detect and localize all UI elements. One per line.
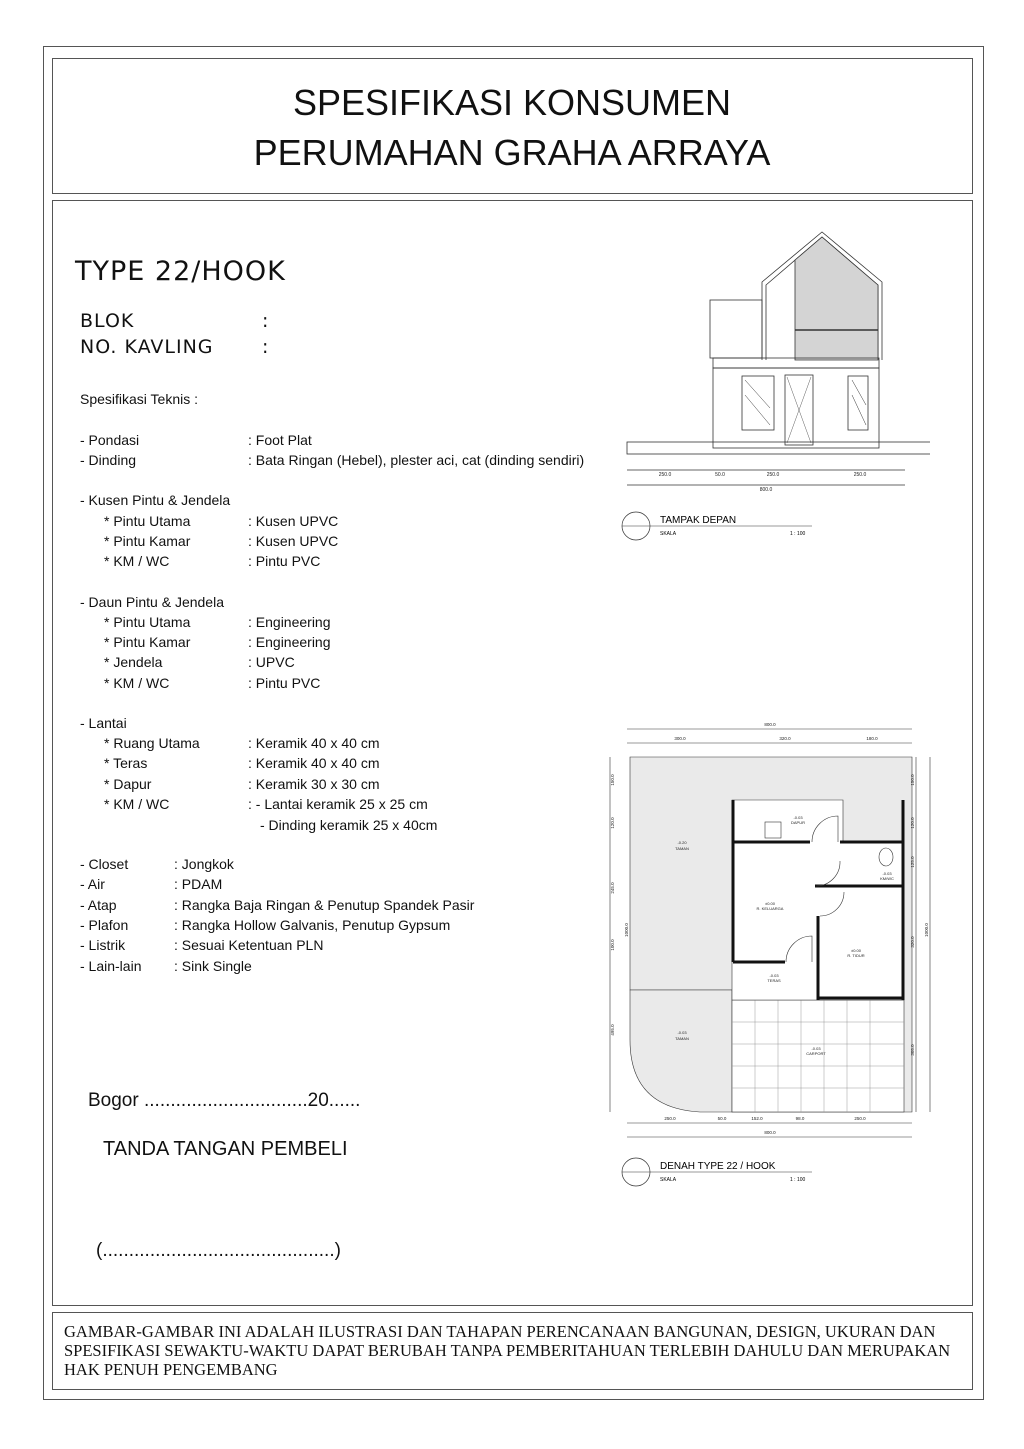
spec-value: : Rangka Hollow Galvanis, Penutup Gypsum xyxy=(174,917,451,933)
spec-value: - Dinding keramik 25 x 40cm xyxy=(260,817,438,833)
window-left xyxy=(742,376,774,430)
spec-value: : Kusen UPVC xyxy=(248,533,339,549)
spec-label: * Dapur xyxy=(104,776,152,792)
elev-dim: 250.0 xyxy=(766,472,780,478)
spec-value: : Rangka Baja Ringan & Penutup Spandek Pasir xyxy=(174,897,475,913)
room-level: -0.03 xyxy=(811,1046,821,1051)
elev-dim: 250.0 xyxy=(658,472,672,478)
spec-label: * Ruang Utama xyxy=(104,735,200,751)
plan-dim: 250.0 xyxy=(664,1116,676,1121)
spec-value: : Bata Ringan (Hebel), plester aci, cat (dinding sendiri) xyxy=(248,452,585,468)
spec-label: - Dinding xyxy=(80,452,137,468)
plan-dim: 800.0 xyxy=(764,1130,776,1135)
house-type-title: TYPE 22/HOOK xyxy=(75,256,286,287)
spec-label: - Pondasi xyxy=(80,432,140,448)
plan-scale-label: SKALA xyxy=(660,1177,677,1183)
plan-dim: 495.0 xyxy=(610,1024,615,1036)
blok-label: BLOK xyxy=(80,310,135,332)
room-level: -0.03 xyxy=(769,973,779,978)
spec-value: : Pintu PVC xyxy=(248,675,321,691)
spec-label: - Lain-lain xyxy=(80,958,142,974)
spec-value: : Keramik 40 x 40 cm xyxy=(248,755,380,771)
plan-dim: 98.0 xyxy=(795,1116,805,1121)
gable-cladding xyxy=(795,237,878,360)
room-name: R. KELUARGA xyxy=(756,906,784,911)
room-name: TAMAN xyxy=(675,1036,689,1041)
spec-label: - Lantai xyxy=(80,715,127,731)
plan-dim: 320.0 xyxy=(779,736,791,741)
spec-label: * KM / WC xyxy=(104,796,170,812)
room-name: DAPUR xyxy=(790,820,806,825)
plan-dim: 120.0 xyxy=(610,817,615,829)
spec-label: - Plafon xyxy=(80,917,129,933)
spec-value: : Engineering xyxy=(248,634,331,650)
plan-dim: 50.0 xyxy=(717,1116,727,1121)
spec-label: * Pintu Utama xyxy=(104,614,191,630)
document-title-line1: SPESIFIKASI KONSUMEN xyxy=(292,82,732,123)
elevation-scale-label: SKALA xyxy=(660,531,677,537)
plan-dim: 250.0 xyxy=(854,1116,866,1121)
disclaimer-footer: GAMBAR-GAMBAR INI ADALAH ILUSTRASI DAN TAHAPAN PERENCANAAN BANGUNAN, DESIGN, UKURAN DAN SPESIFIKASI SEWAKTU-WAKTU DAPAT BERUBAH TANPA PEMBERITAHUAN TERLEBIH DAHULU DAN MERUPAKAN HAK PENUH PENGEMBANG xyxy=(64,1322,951,1379)
room-level: ±0.00 xyxy=(851,948,861,953)
spec-value: : - Lantai keramik 25 x 25 cm xyxy=(248,796,428,812)
room-name: TERAS xyxy=(767,978,781,983)
plan-dim: 150.0 xyxy=(610,774,615,786)
spec-label: - Air xyxy=(80,876,105,892)
spec-value: : Kusen UPVC xyxy=(248,513,339,529)
plan-dim: 305.0 xyxy=(910,1044,915,1056)
plan-dim: 1000.0 xyxy=(624,923,629,937)
room-name: CARPORT xyxy=(806,1051,826,1056)
spec-label: * Pintu Kamar xyxy=(104,634,191,650)
place-date: Bogor ...............................20...... xyxy=(88,1090,361,1111)
spec-value: : Keramik 40 x 40 cm xyxy=(248,735,380,751)
room-name: R. TIDUR xyxy=(847,953,865,958)
signature-label: TANDA TANGAN PEMBELI xyxy=(103,1138,348,1160)
plan-dim: 800.0 xyxy=(764,722,776,727)
elevation-scale: 1 : 100 xyxy=(790,531,806,537)
signature-blank: (............................................) xyxy=(96,1240,341,1261)
room-level: -0.03 xyxy=(882,871,892,876)
spec-value: : Sesuai Ketentuan PLN xyxy=(174,937,324,953)
floor-plan-drawing xyxy=(600,720,940,1190)
plan-dim: 245.0 xyxy=(610,882,615,894)
spec-label: * Teras xyxy=(104,755,148,771)
plan-dim: 300.0 xyxy=(674,736,686,741)
blok-colon: : xyxy=(262,310,270,332)
elev-dim-total: 800.0 xyxy=(759,487,773,493)
room-name: KM/WC xyxy=(880,876,894,881)
front-elevation-drawing xyxy=(600,230,930,550)
spec-value: : Jongkok xyxy=(174,856,234,872)
plan-dim: 152.0 xyxy=(751,1116,763,1121)
spec-heading: Spesifikasi Teknis : xyxy=(80,391,199,407)
room-level: -0.03 xyxy=(677,1030,687,1035)
plan-dim: 180.0 xyxy=(866,736,878,741)
plan-scale: 1 : 100 xyxy=(790,1177,806,1183)
spec-value: : Keramik 30 x 30 cm xyxy=(248,776,380,792)
spec-value: : PDAM xyxy=(174,876,223,892)
spec-label: * Jendela xyxy=(104,654,163,670)
spec-value: : Sink Single xyxy=(174,958,252,974)
elevation-title: TAMPAK DEPAN xyxy=(660,515,737,526)
spec-label: - Listrik xyxy=(80,937,126,953)
elev-dim: 250.0 xyxy=(853,472,867,478)
plan-dim: 150.0 xyxy=(910,774,915,786)
kavling-label: NO. KAVLING xyxy=(80,336,214,358)
spec-label: * Pintu Kamar xyxy=(104,533,191,549)
plan-dim: 1000.0 xyxy=(924,923,929,937)
spec-label: * KM / WC xyxy=(104,675,170,691)
plan-dim: 100.0 xyxy=(610,939,615,951)
room-level: ±0.00 xyxy=(765,901,775,906)
spec-label: - Daun Pintu & Jendela xyxy=(80,594,224,610)
spec-label: * Pintu Utama xyxy=(104,513,191,529)
kavling-colon: : xyxy=(262,336,270,358)
rear-wall xyxy=(710,300,762,358)
spec-value: : Engineering xyxy=(248,614,331,630)
plan-title: DENAH TYPE 22 / HOOK xyxy=(660,1161,776,1172)
spec-value: : Pintu PVC xyxy=(248,553,321,569)
room-level: -0.03 xyxy=(793,815,803,820)
document-title-line2: PERUMAHAN GRAHA ARRAYA xyxy=(253,132,771,173)
room-name: TAMAN xyxy=(675,846,689,851)
spec-value: : UPVC xyxy=(248,654,295,670)
room-level: -0.20 xyxy=(677,840,687,845)
plan-dim: 125.0 xyxy=(910,856,915,868)
spec-label: - Closet xyxy=(80,856,129,872)
spec-list xyxy=(0,0,620,1000)
plan-dim: 120.0 xyxy=(910,817,915,829)
plan-dim: 320.0 xyxy=(910,936,915,948)
spec-label: - Atap xyxy=(80,897,117,913)
elev-dim: 50.0 xyxy=(715,472,725,478)
spec-value: : Foot Plat xyxy=(248,432,312,448)
spec-label: * KM / WC xyxy=(104,553,170,569)
house-wall xyxy=(713,368,879,448)
spec-label: - Kusen Pintu & Jendela xyxy=(80,492,231,508)
carport-area xyxy=(732,1000,904,1112)
